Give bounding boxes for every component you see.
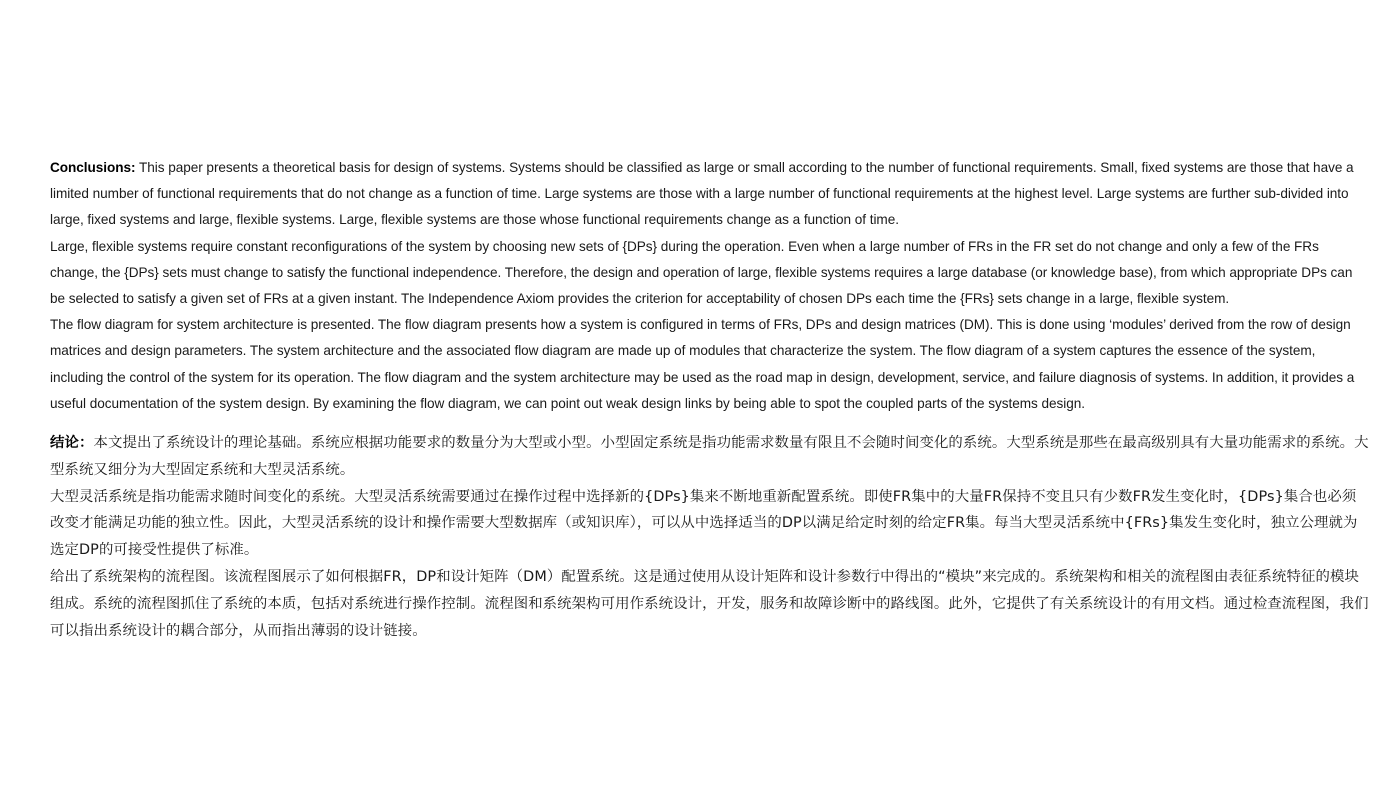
chinese-conclusions-section	[50, 430, 1370, 644]
chinese-paragraph-1	[50, 430, 1370, 484]
english-paragraph-1	[50, 155, 1370, 234]
english-conclusions-label: Conclusions:	[50, 160, 136, 175]
chinese-paragraph-3: 给出了系统架构的流程图。该流程图展示了如何根据FR，DP和设计矩阵（DM）配置系统。这是通过使用从设计矩阵和设计参数行中得出的“模块”来完成的。系统架构和相关的流程图由表征系统特征的模块组成。系统的流程图抓住了系统的本质，包括对系统进行操作控制。流程图和系统架构可用作系统设计，开发，服务和故障诊断中的路线图。此外，它提供了有关系统设计的有用文档。通过检查流程图，我们可以指出系统设计的耦合部分，从而指出薄弱的设计链接。	[50, 569, 1369, 639]
english-paragraph-2: Large, flexible systems require constant reconfigurations of the system by choosing new sets of {DPs} during the operation. Even when a large number of FRs in the FR set do not change and only a few of the FRs change, the {DPs} sets must change to satisfy the functional independence. Therefore, the design and operation of large, flexible systems requires a large database (or knowledge base), from which appropriate DPs can be selected to satisfy a given set of FRs at a given instant. The Independence Axiom provides the criterion for acceptability of chosen DPs each time the {FRs} sets change in a large, flexible system.	[50, 238, 1353, 307]
document-page	[50, 155, 1370, 644]
chinese-paragraph-1-text: 本文提出了系统设计的理论基础。系统应根据功能要求的数量分为大型或小型。小型固定系统是指功能需求数量有限且不会随时间变化的系统。大型系统是那些在最高级别具有大量功能需求的系统。大型系统又细分为大型固定系统和大型灵活系统。	[50, 435, 1369, 478]
english-conclusions-section	[50, 155, 1370, 417]
chinese-conclusions-label: 结论：	[50, 435, 94, 452]
chinese-paragraph-2: 大型灵活系统是指功能需求随时间变化的系统。大型灵活系统需要通过在操作过程中选择新的{DPs}集来不断地重新配置系统。即使FR集中的大量FR保持不变且只有少数FR发生变化时，{DPs}集合也必须改变才能满足功能的独立性。因此，大型灵活系统的设计和操作需要大型数据库（或知识库），可以从中选择适当的DP以满足给定时刻的给定FR集。每当大型灵活系统中{FRs}集发生变化时，独立公理就为选定DP的可接受性提供了标准。	[50, 488, 1358, 559]
english-paragraph-1-text: This paper presents a theoretical basis for design of systems. Systems should be classified as large or small according to the number of functional requirements. Small, fixed systems are those that have a limited number of functional requirements that do not change as a function of time. Large systems are those with a large number of functional requirements at the highest level. Large systems are further sub-divided into large, fixed systems and large, flexible systems. Large, flexible systems are those whose functional requirements change as a function of time.	[50, 160, 1354, 228]
english-paragraph-3: The flow diagram for system architecture is presented. The flow diagram presents how a system is configured in terms of FRs, DPs and design matrices (DM). This is done using ‘modules’ derived from the row of design matrices and design parameters. The system architecture and the associated flow diagram are made up of modules that characterize the system. The flow diagram of a system captures the essence of the system, including the control of the system for its operation. The flow diagram and the system architecture may be used as the road map in design, development, service, and failure diagnosis of systems. In addition, it provides a useful documentation of the system design. By examining the flow diagram, we can point out weak design links by being able to spot the coupled parts of the systems design.	[50, 317, 1355, 411]
